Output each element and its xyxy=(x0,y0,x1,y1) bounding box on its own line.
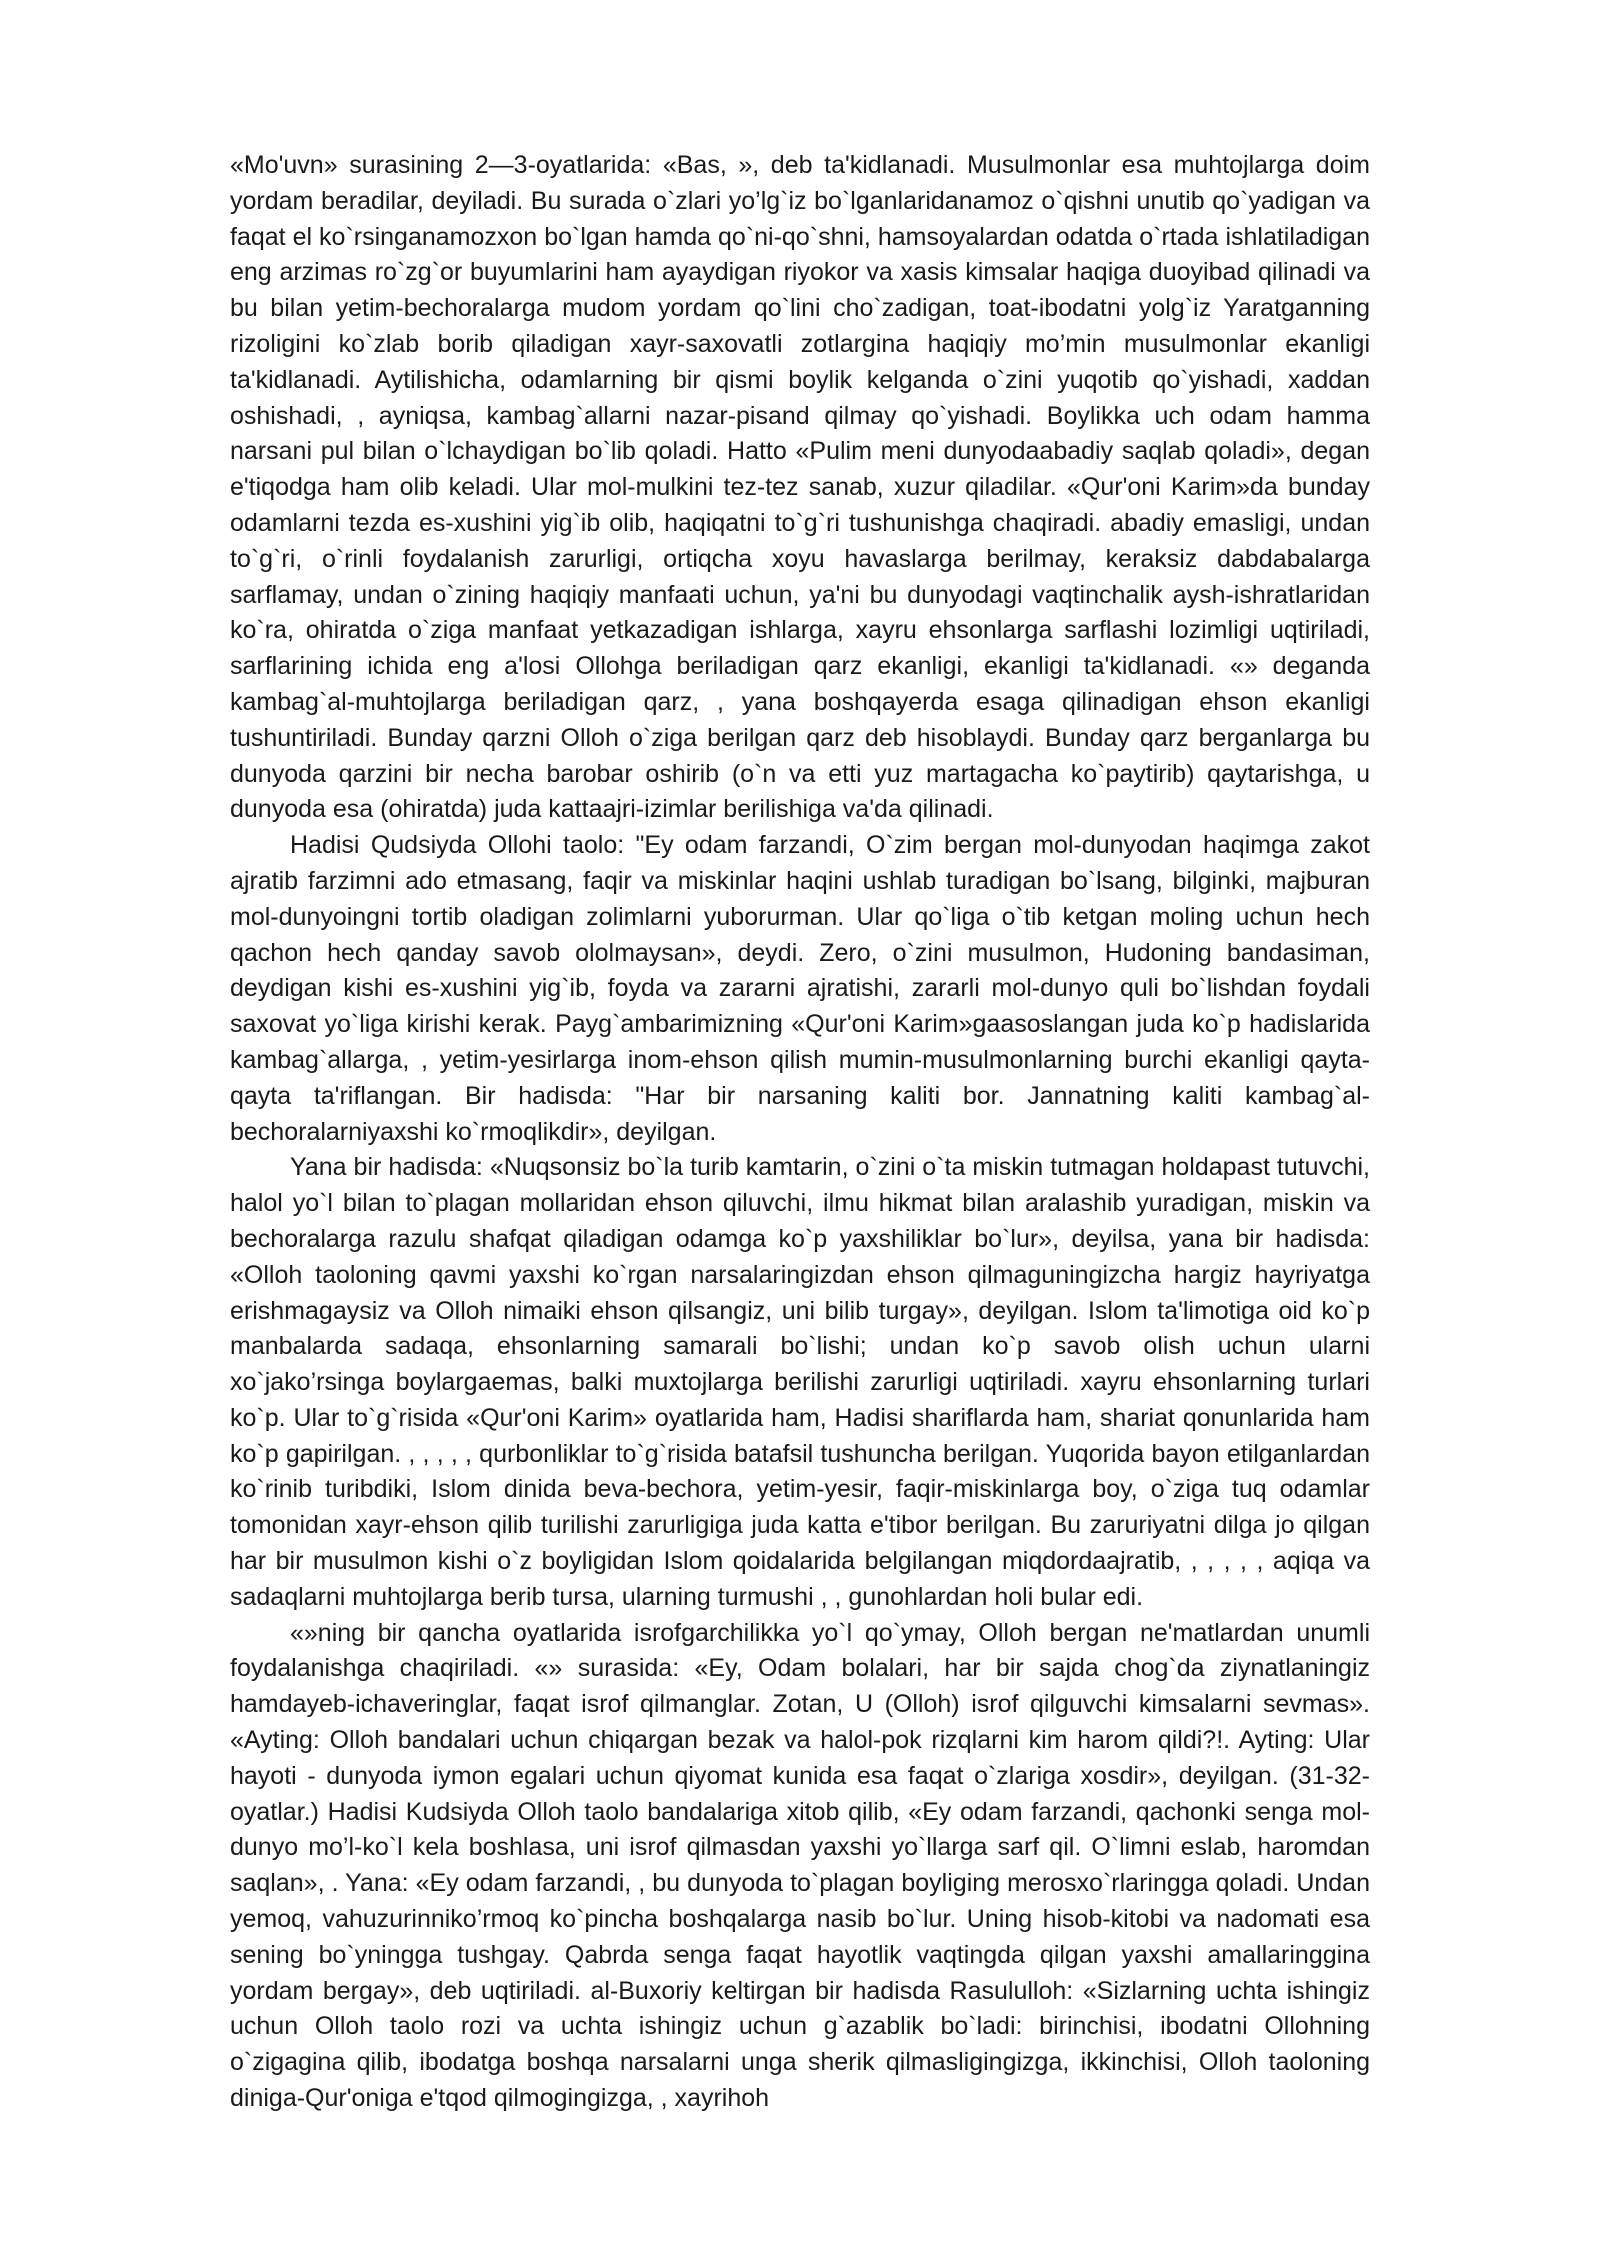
paragraph: Yana bir hadisda: «Nuqsonsiz bo`la turib kamtarin, o`zini o`ta miskin tutmagan holdapast tutuvchi, halol yo`l bilan to`plagan mollaridan ehson qiluvchi, ilmu hikmat bilan aralashib yuradigan, miskin va bechoralarga razulu shafqat qiladigan odamga ko`p yaxshiliklar bo`lur», deyilsa, yana bir hadisda: «Olloh taoloning qavmi yaxshi ko`rgan narsalaringizdan ehson qilmaguningizcha hargiz hayriyatga erishmagaysiz va Olloh nimaiki ehson qilsangiz, uni bilib turgay», deyilgan. Islom ta'limotiga oid ko`p manbalarda sadaqa, ehsonlarning samarali bo`lishi; undan ko`p savob olish uchun ularni xo`jako’rsinga boylargaemas, balki muxtojlarga berilishi zarurligi uqtiriladi. xayru ehsonlarning turlari ko`p. Ular to`g`risida «Qur'oni Karim» oyatlarida ham, Hadisi shariflarda ham, shariat qonunlarida ham ko`p gapirilgan. , , , , , qurbonliklar to`g`risida batafsil tushuncha berilgan. Yuqorida bayon etilganlardan ko`rinib turibdiki, Islom dinida beva-bechora, yetim-yesir, faqir-miskinlarga boy, o`ziga tuq odamlar tomonidan xayr-ehson qilib turilishi zarurligiga juda katta e'tibor berilgan. Bu zaruriyatni dilga jo qilgan har bir musulmon kishi o`z boyligidan Islom qoidalarida belgilangan miqdordaajratib, , , , , , aqiqa va sadaqlarni muhtojlarga berib tursa, ularning turmushi , , gunohlardan holi bular edi. xyxy=(230,1153,1370,1611)
paragraph: «Mo'uvn» surasining 2—3-oyatlarida: «Bas, », deb ta'kidlanadi. Musulmonlar esa muhtojlarga doim yordam beradilar, deyiladi. Bu surada o`zlari yo’lg`iz bo`lganlaridanamoz o`qishni unutib qo`yadigan va faqat el ko`rsinganamozxon bo`lgan hamda qo`ni-qo`shni, hamsoyalardan odatda o`rtada ishlatiladigan eng arzimas ro`zg`or buyumlarini ham ayaydigan riyokor va xasis kimsalar haqiga duoyibad qilinadi va bu bilan yetim-bechoralarga mudom yordam qo`lini cho`zadigan, toat-ibodatni yolg`iz Yaratganning rizoligini ko`zlab borib qiladigan xayr-saxovatli zotlargina haqiqiy mo’min musulmonlar ekanligi ta'kidlanadi. Aytilishicha, odamlarning bir qismi boylik kelganda o`zini yuqotib qo`yishadi, xaddan oshishadi, , ayniqsa, kambag`allarni nazar-pisand qilmay qo`yishadi. Boylikka uch odam hamma narsani pul bilan o`lchaydigan bo`lib qoladi. Hatto «Pulim meni dunyodaabadiy saqlab qoladi», degan e'tiqodga ham olib keladi. Ular mol-mulkini tez-tez sanab, xuzur qiladilar. «Qur'oni Karim»da bunday odamlarni tezda es-xushini yig`ib olib, haqiqatni to`g`ri tushunishga chaqiradi. abadiy emasligi, undan to`g`ri, o`rinli foydalanish zarurligi, ortiqcha xoyu havaslarga berilmay, keraksiz dabdabalarga sarflamay, undan o`zining haqiqiy manfaati uchun, ya'ni bu dunyodagi vaqtinchalik aysh-ishratlaridan ko`ra, ohiratda o`ziga manfaat yetkazadigan ishlarga, xayru ehsonlarga sarflashi lozimligi uqtiriladi, sarflarining ichida eng a'losi Ollohga beriladigan qarz ekanligi, ekanligi ta'kidlanadi. «» deganda kambag`al-muhtojlarga beriladigan qarz, , yana boshqayerda esaga qilinadigan ehson ekanligi tushuntiriladi. Bunday qarzni Olloh o`ziga berilgan qarz deb hisoblaydi. Bunday qarz berganlarga bu dunyoda qarzini bir necha barobar oshirib (o`n va etti yuz martagacha ko`paytirib) qaytarishga, u dunyoda esa (ohiratda) juda kattaajri-izimlar berilishiga va'da qilinadi. xyxy=(230,151,1370,824)
document-body xyxy=(230,148,1370,2117)
paragraph: Hadisi Qudsiyda Ollohi taolo: "Ey odam farzandi, O`zim bergan mol-dunyodan haqimga zakot ajratib farzimni ado etmasang, faqir va miskinlar haqini ushlab turadigan bo`lsang, bilginki, majburan mol-dunyoingni tortib oladigan zolimlarni yuborurman. Ular qo`liga o`tib ketgan moling uchun hech qachon hech qanday savob ololmaysan», deydi. Zero, o`zini musulmon, Hudoning bandasiman, deydigan kishi es-xushini yig`ib, foyda va zararni ajratishi, zararli mol-dunyo quli bo`lishdan foydali saxovat yo`liga kirishi kerak. Payg`ambarimizning «Qur'oni Karim»gaasoslangan juda ko`p hadislarida kambag`allarga, , yetim-yesirlarga inom-ehson qilish mumin-musulmonlarning burchi ekanligi qayta-qayta ta'riflangan. Bir hadisda: "Har bir narsaning kaliti bor. Jannatning kaliti kambag`al-bechoralarniyaxshi ko`rmoqlikdir», deyilgan. xyxy=(230,831,1370,1146)
paragraph: «»ning bir qancha oyatlarida isrofgarchilikka yo`l qo`ymay, Olloh bergan ne'matlardan unumli foydalanishga chaqiriladi. «» surasida: «Ey, Odam bolalari, har bir sajda chog`da ziynatlaningiz hamdayeb-ichaveringlar, faqat isrof qilmanglar. Zotan, U (Olloh) isrof qilguvchi kimsalarni sevmas». «Ayting: Olloh bandalari uchun chiqargan bezak va halol-pok rizqlarni kim harom qildi?!. Ayting: Ular hayoti - dunyoda iymon egalari uchun qiyomat kunida esa faqat o`zlariga xosdir», deyilgan. (31-32-oyatlar.) Hadisi Kudsiyda Olloh taolo bandalariga xitob qilib, «Ey odam farzandi, qachonki senga mol-dunyo mo’l-ko`l kela boshlasa, uni isrof qilmasdan yaxshi yo`llarga sarf qil. O`limni eslab, haromdan saqlan», . Yana: «Ey odam farzandi, , bu dunyoda to`plagan boyliging merosxo`rlaringga qoladi. Undan yemoq, vahuzurinniko’rmoq ko`pincha boshqalarga nasib bo`lur. Uning hisob-kitobi va nadomati esa sening bo`yningga tushgay. Qabrda senga faqat hayotlik vaqtingda qilgan yaxshi amallaringgina yordam bergay», deb uqtiriladi. al-Buxoriy keltirgan bir hadisda Rasululloh: «Sizlarning uchta ishingiz uchun Olloh taolo rozi va uchta ishingiz uchun g`azablik bo`ladi: birinchisi, ibodatni Ollohning o`zigagina qilib, ibodatga boshqa narsalarni unga sherik qilmasligingizga, ikkinchisi, Olloh taoloning diniga-Qur'oniga e'tqod qilmogingizga, , xayrihoh xyxy=(230,1618,1370,2113)
